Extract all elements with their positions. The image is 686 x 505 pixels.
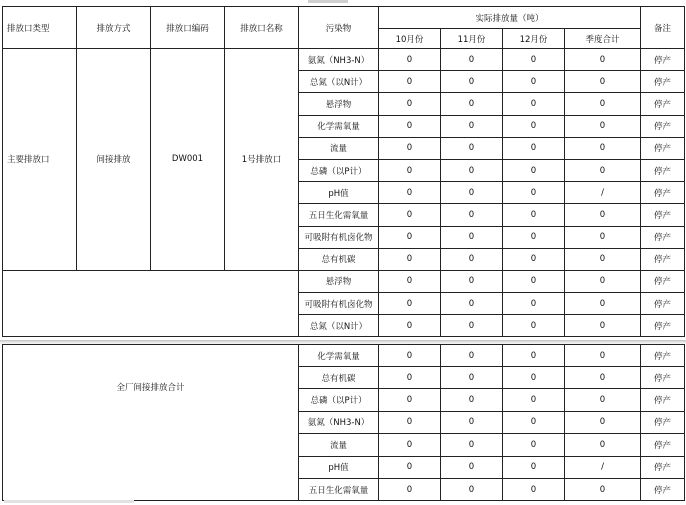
quarter-total-cell: 0 <box>565 93 641 115</box>
month-12-cell: 0 <box>503 389 565 411</box>
month-12-cell: 0 <box>503 71 565 93</box>
quarter-total-cell: 0 <box>565 315 641 337</box>
month-10-cell: 0 <box>379 137 441 159</box>
pollutant-cell: 氨氮（NH3-N） <box>299 411 379 433</box>
table-row <box>3 345 685 367</box>
quarter-total-cell: 0 <box>565 434 641 456</box>
month-10-cell: 0 <box>379 159 441 181</box>
remark-cell: 停产 <box>641 182 685 204</box>
header-outlet-name: 排放口名称 <box>225 7 299 49</box>
month-10-cell: 0 <box>379 204 441 226</box>
quarter-total-cell: / <box>565 182 641 204</box>
month-12-cell: 0 <box>503 204 565 226</box>
header-actual-emissions: 实际排放量（吨） <box>379 7 641 29</box>
pollutant-cell: 总磷（以P计） <box>299 159 379 181</box>
month-11-cell: 0 <box>441 389 503 411</box>
quarter-total-cell: 0 <box>565 389 641 411</box>
month-11-cell: 0 <box>441 137 503 159</box>
pollutant-cell: 总有机碳 <box>299 367 379 389</box>
remark-cell: 停产 <box>641 270 685 292</box>
pollutant-cell: pH值 <box>299 456 379 478</box>
month-10-cell: 0 <box>379 182 441 204</box>
month-10-cell: 0 <box>379 293 441 315</box>
month-12-cell: 0 <box>503 345 565 367</box>
remark-cell: 停产 <box>641 49 685 71</box>
pollutant-cell: 化学需氧量 <box>299 345 379 367</box>
pollutant-cell: 总有机碳 <box>299 248 379 270</box>
remark-cell: 停产 <box>641 115 685 137</box>
month-12-cell: 0 <box>503 367 565 389</box>
month-12-cell: 0 <box>503 137 565 159</box>
quarter-total-cell: 0 <box>565 204 641 226</box>
quarter-total-cell: 0 <box>565 71 641 93</box>
pollutant-cell: 可吸附有机卤化物 <box>299 293 379 315</box>
month-11-cell: 0 <box>441 226 503 248</box>
outlet-code-cell: DW001 <box>151 49 225 271</box>
table-row <box>3 270 685 292</box>
emission-table-page2 <box>2 344 685 501</box>
month-12-cell: 0 <box>503 270 565 292</box>
total-label-cell: 全厂间接排放合计 <box>3 345 299 501</box>
header-outlet-code: 排放口编码 <box>151 7 225 49</box>
month-12-cell: 0 <box>503 456 565 478</box>
emission-table-page1 <box>2 6 685 337</box>
table-row <box>3 49 685 71</box>
pollutant-cell: 总磷（以P计） <box>299 389 379 411</box>
month-10-cell: 0 <box>379 411 441 433</box>
remark-cell: 停产 <box>641 434 685 456</box>
month-12-cell: 0 <box>503 434 565 456</box>
quarter-total-cell: 0 <box>565 411 641 433</box>
pollutant-cell: 可吸附有机卤化物 <box>299 226 379 248</box>
header-month-10: 10月份 <box>379 29 441 49</box>
quarter-total-cell: 0 <box>565 478 641 500</box>
month-12-cell: 0 <box>503 315 565 337</box>
quarter-total-cell: 0 <box>565 49 641 71</box>
pollutant-cell: pH值 <box>299 182 379 204</box>
remark-cell: 停产 <box>641 204 685 226</box>
month-12-cell: 0 <box>503 226 565 248</box>
month-10-cell: 0 <box>379 315 441 337</box>
month-10-cell: 0 <box>379 49 441 71</box>
header-month-12: 12月份 <box>503 29 565 49</box>
month-10-cell: 0 <box>379 345 441 367</box>
quarter-total-cell: 0 <box>565 159 641 181</box>
month-11-cell: 0 <box>441 71 503 93</box>
month-12-cell: 0 <box>503 248 565 270</box>
month-10-cell: 0 <box>379 434 441 456</box>
month-10-cell: 0 <box>379 478 441 500</box>
quarter-total-cell: 0 <box>565 367 641 389</box>
month-10-cell: 0 <box>379 226 441 248</box>
header-remark: 备注 <box>641 7 685 49</box>
month-10-cell: 0 <box>379 93 441 115</box>
outlet-type-cell: 主要排放口 <box>3 49 77 271</box>
header-discharge-method: 排放方式 <box>77 7 151 49</box>
month-12-cell: 0 <box>503 411 565 433</box>
month-11-cell: 0 <box>441 115 503 137</box>
month-11-cell: 0 <box>441 270 503 292</box>
remark-cell: 停产 <box>641 367 685 389</box>
month-12-cell: 0 <box>503 93 565 115</box>
month-11-cell: 0 <box>441 204 503 226</box>
month-11-cell: 0 <box>441 315 503 337</box>
remark-cell: 停产 <box>641 411 685 433</box>
total-label-cell-empty <box>3 270 299 337</box>
month-12-cell: 0 <box>503 293 565 315</box>
remark-cell: 停产 <box>641 159 685 181</box>
month-12-cell: 0 <box>503 159 565 181</box>
pollutant-cell: 化学需氧量 <box>299 115 379 137</box>
month-11-cell: 0 <box>441 49 503 71</box>
remark-cell: 停产 <box>641 315 685 337</box>
remark-cell: 停产 <box>641 137 685 159</box>
quarter-total-cell: 0 <box>565 293 641 315</box>
month-10-cell: 0 <box>379 367 441 389</box>
month-12-cell: 0 <box>503 182 565 204</box>
header-pollutant: 污染物 <box>299 7 379 49</box>
month-12-cell: 0 <box>503 478 565 500</box>
pollutant-cell: 五日生化需氧量 <box>299 204 379 226</box>
month-11-cell: 0 <box>441 478 503 500</box>
month-10-cell: 0 <box>379 248 441 270</box>
remark-cell: 停产 <box>641 389 685 411</box>
quarter-total-cell: 0 <box>565 248 641 270</box>
remark-cell: 停产 <box>641 345 685 367</box>
quarter-total-cell: 0 <box>565 345 641 367</box>
month-11-cell: 0 <box>441 367 503 389</box>
month-11-cell: 0 <box>441 159 503 181</box>
month-10-cell: 0 <box>379 71 441 93</box>
quarter-total-cell: / <box>565 456 641 478</box>
month-11-cell: 0 <box>441 293 503 315</box>
month-10-cell: 0 <box>379 389 441 411</box>
remark-cell: 停产 <box>641 248 685 270</box>
month-11-cell: 0 <box>441 434 503 456</box>
month-11-cell: 0 <box>441 456 503 478</box>
month-11-cell: 0 <box>441 345 503 367</box>
pollutant-cell: 总氮（以N计） <box>299 71 379 93</box>
quarter-total-cell: 0 <box>565 115 641 137</box>
quarter-total-cell: 0 <box>565 137 641 159</box>
month-10-cell: 0 <box>379 270 441 292</box>
remark-cell: 停产 <box>641 293 685 315</box>
header-month-11: 11月份 <box>441 29 503 49</box>
header-quarter-total: 季度合计 <box>565 29 641 49</box>
remark-cell: 停产 <box>641 93 685 115</box>
remark-cell: 停产 <box>641 478 685 500</box>
discharge-method-cell: 间接排放 <box>77 49 151 271</box>
pollutant-cell: 五日生化需氧量 <box>299 478 379 500</box>
pollutant-cell: 悬浮物 <box>299 93 379 115</box>
remark-cell: 停产 <box>641 226 685 248</box>
header-outlet-type: 排放口类型 <box>3 7 77 49</box>
month-12-cell: 0 <box>503 115 565 137</box>
outlet-name-cell: 1号排放口 <box>225 49 299 271</box>
quarter-total-cell: 0 <box>565 270 641 292</box>
month-11-cell: 0 <box>441 182 503 204</box>
quarter-total-cell: 0 <box>565 226 641 248</box>
month-11-cell: 0 <box>441 93 503 115</box>
month-10-cell: 0 <box>379 456 441 478</box>
text-fragment-bottom <box>4 500 134 503</box>
pollutant-cell: 流量 <box>299 137 379 159</box>
remark-cell: 停产 <box>641 71 685 93</box>
month-12-cell: 0 <box>503 49 565 71</box>
pollutant-cell: 总氮（以N计） <box>299 315 379 337</box>
pollutant-cell: 流量 <box>299 434 379 456</box>
text-fragment-top <box>308 0 348 3</box>
remark-cell: 停产 <box>641 456 685 478</box>
pollutant-cell: 氨氮（NH3-N） <box>299 49 379 71</box>
month-11-cell: 0 <box>441 248 503 270</box>
pollutant-cell: 悬浮物 <box>299 270 379 292</box>
month-10-cell: 0 <box>379 115 441 137</box>
month-11-cell: 0 <box>441 411 503 433</box>
